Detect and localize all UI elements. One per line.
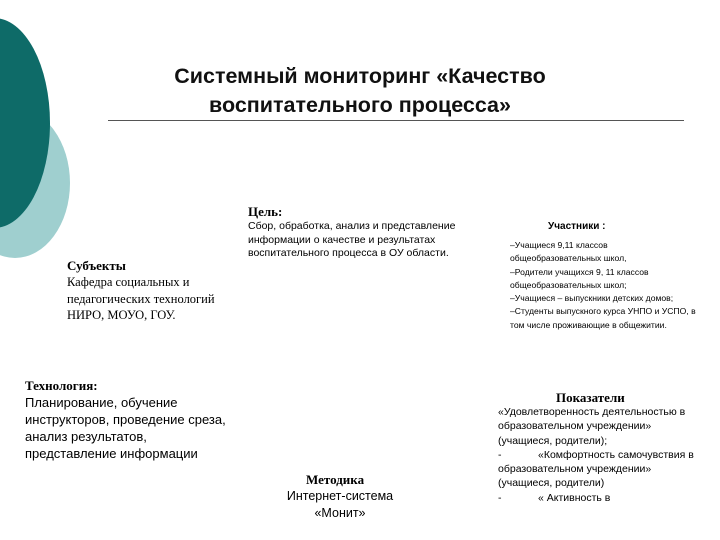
- participants-list: [510, 239, 700, 332]
- goal-heading: Цель:: [248, 204, 283, 219]
- title-divider: [108, 120, 684, 121]
- participants-item: –Учащиеся 9,11 классов общеобразовательных школ,: [510, 240, 627, 264]
- participants-item: –Студенты выпускного курса УНПО и УСПО, в том числе проживающие в общежитии.: [510, 306, 696, 330]
- participants-item: –Учащиеся – выпускники детских домов;: [510, 293, 674, 304]
- subjects-heading: Субъекты: [67, 258, 126, 273]
- indicators-text: [498, 405, 696, 505]
- indicator-item-2: [498, 448, 696, 491]
- indicator-dash: -: [498, 448, 502, 461]
- indicator-item-3: [498, 491, 696, 505]
- subjects-text: Кафедра социальных и педагогических технологий НИРО, МОУО, ГОУ.: [67, 275, 215, 322]
- indicator-dash: -: [498, 491, 502, 504]
- indicators-heading: Показатели: [556, 390, 625, 405]
- technology-text: Планирование, обучение инструкторов, проведение среза, анализ результатов, представление информации: [25, 395, 226, 461]
- method-text: Интернет-система «Монит»: [286, 489, 394, 520]
- participants-heading: Участники :: [548, 221, 606, 232]
- slide-title: [100, 62, 620, 120]
- participants-item: –Родители учащихся 9, 11 классов общеобразовательных школ;: [510, 266, 649, 290]
- title-line-2: воспитательного процесса»: [209, 93, 511, 117]
- title-line-1: Системный мониторинг «Качество: [174, 64, 546, 88]
- indicator-item-1: «Удовлетворенность деятельностью в образовательном учреждении» (учащиеся, родители);: [498, 406, 686, 447]
- goal-text: Сбор, обработка, анализ и представление информации о качестве и результатах воспитательного процесса в ОУ области.: [248, 220, 456, 259]
- indicator-item-2-text: «Комфортность самочувствия в образовательном учреждении» (учащиеся, родители): [498, 448, 694, 490]
- method-heading: Методика: [306, 472, 365, 487]
- indicator-item-3-text: « Активность в: [538, 491, 611, 504]
- technology-heading: Технология:: [25, 378, 98, 393]
